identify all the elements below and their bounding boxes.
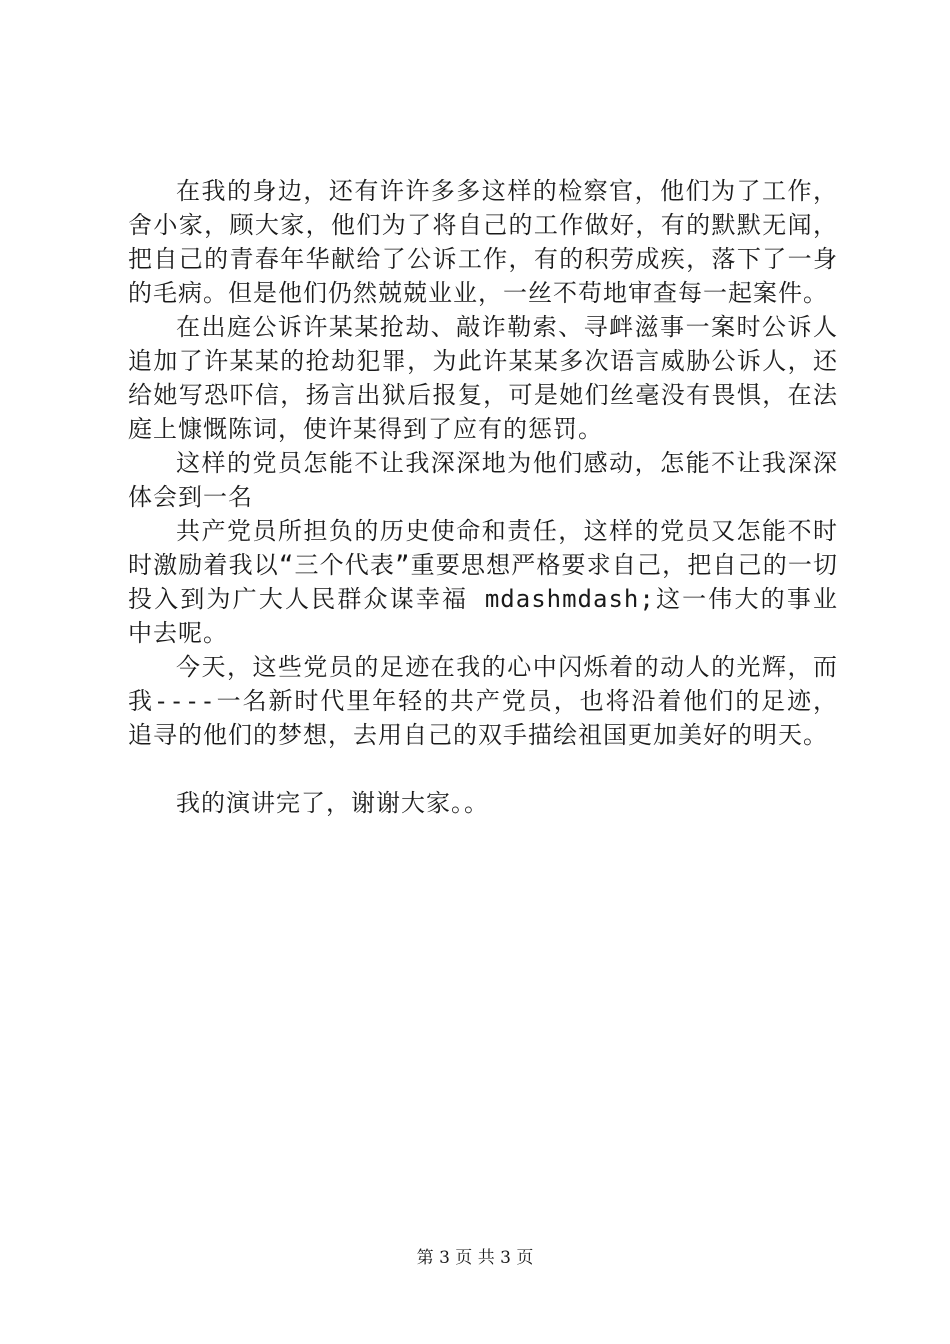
paragraph-mission: 共产党员所担负的历史使命和责任，这样的党员又怎能不时时激励着我以“三个代表”重要思想严格要求自己，把自己的一切投入到为广大人民群众谋幸福 mdashmdash;这一伟大的事业中去呢。 <box>128 517 838 647</box>
page-footer: 第 3 页 共 3 页 <box>416 1248 534 1268</box>
paragraph-today: 今天，这些党员的足迹在我的心中闪烁着的动人的光辉，而我----一名新时代里年轻的共产党员，也将沿着他们的足迹，追寻的他们的梦想，去用自己的双手描绘祖国更加美好的明天。 <box>128 653 838 749</box>
paragraph-court-case: 在出庭公诉许某某抢劫、敲诈勒索、寻衅滋事一案时公诉人追加了许某某的抢劫犯罪，为此许某某多次语言威胁公诉人，还给她写恐吓信，扬言出狱后报复，可是她们丝毫没有畏惧，在法庭上慷慨陈词，使许某得到了应有的惩罚。 <box>128 313 838 443</box>
document-body <box>128 174 838 820</box>
paragraph-prosecutors: 在我的身边，还有许许多多这样的检察官，他们为了工作，舍小家，顾大家，他们为了将自己的工作做好，有的默默无闻，把自己的青春年华献给了公诉工作，有的积劳成疾，落下了一身的毛病。但是他们仍然兢兢业业，一丝不苟地审查每一起案件。 <box>128 177 838 307</box>
paragraph-moved: 这样的党员怎能不让我深深地为他们感动，怎能不让我深深体会到一名 <box>128 449 838 511</box>
paragraph-closing: 我的演讲完了，谢谢大家。。 <box>176 789 489 817</box>
